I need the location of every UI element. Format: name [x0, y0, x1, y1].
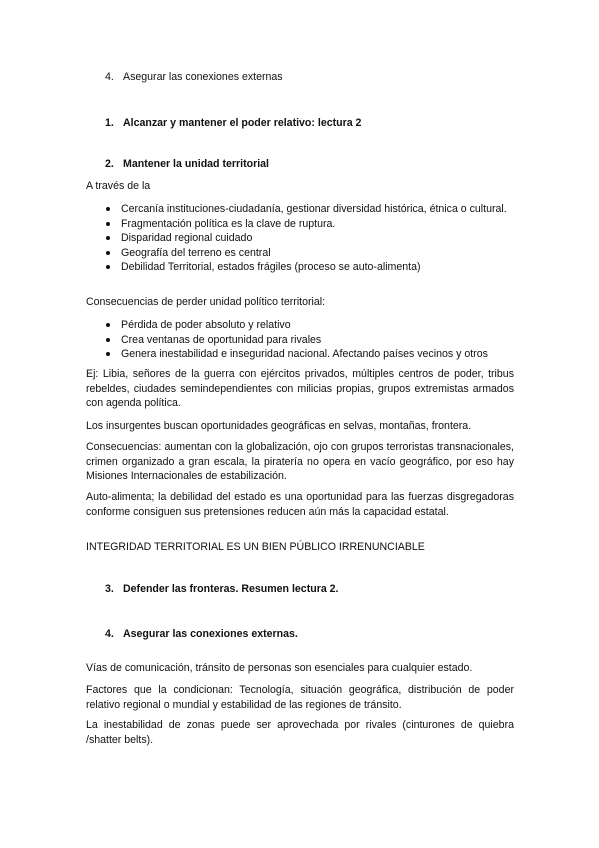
list-number: 4. — [105, 71, 114, 83]
section-heading-4 — [105, 627, 298, 642]
paragraph-ejemplo: Ej: Libia, señores de la guerra con ejércitos privados, múltiples centros de poder, tribus rebeldes, ciudades semindependientes con milicias propias, grupos extremistas armados con agenda política. — [86, 368, 514, 410]
bullet-item: Disparidad regional cuidado — [105, 231, 515, 246]
paragraph-insurgentes: Los insurgentes buscan oportunidades geográficas en selvas, montañas, frontera. — [86, 420, 472, 432]
section-heading-1 — [105, 116, 361, 131]
bullet-list-unidad — [105, 202, 515, 275]
bullet-item: Genera inestabilidad e inseguridad nacional. Afectando países vecinos y otros — [105, 347, 515, 362]
bullet-item: Debilidad Territorial, estados frágiles (proceso se auto-alimenta) — [105, 260, 515, 275]
section-heading-3 — [105, 582, 339, 597]
bullet-item: Fragmentación política es la clave de ruptura. — [105, 217, 515, 232]
heading-text: Mantener la unidad territorial — [123, 158, 269, 170]
bullet-item: Crea ventanas de oportunidad para rivales — [105, 333, 515, 348]
bullet-list-consecuencias — [105, 318, 515, 362]
paragraph-vias: Vías de comunicación, tránsito de personas son esenciales para cualquier estado. — [86, 662, 473, 674]
heading-text: Defender las fronteras. Resumen lectura 2. — [123, 583, 339, 595]
section-heading-2 — [105, 157, 269, 172]
heading-number: 3. — [105, 583, 114, 595]
bullet-item: Cercanía instituciones-ciudadanía, gestionar diversidad histórica, étnica o cultural. — [105, 202, 515, 217]
list-item-asegurar-top — [105, 70, 283, 85]
paragraph-a-traves: A través de la — [86, 180, 151, 192]
heading-number: 4. — [105, 628, 114, 640]
bullet-item: Geografía del terreno es central — [105, 246, 515, 261]
paragraph-consecuencias: Consecuencias: aumentan con la globalización, ojo con grupos terroristas transnacionales, crimen organizado a gran escala, la piratería no opera en vacío geográfico, por eso hay Misiones Internacionales de estabilización. — [86, 441, 514, 483]
list-item-text: Asegurar las conexiones externas — [123, 71, 283, 83]
paragraph-factores: Factores que la condicionan: Tecnología, situación geográfica, distribución de poder relativo regional o mundial y estabilidad de las regiones de tránsito. — [86, 684, 514, 711]
heading-text: Asegurar las conexiones externas. — [123, 628, 298, 640]
heading-number: 2. — [105, 158, 114, 170]
paragraph-consecuencias-intro: Consecuencias de perder unidad político territorial: — [86, 296, 326, 308]
paragraph-inestabilidad: La inestabilidad de zonas puede ser aprovechada por rivales (cinturones de quiebra /shatter belts). — [86, 719, 514, 746]
bullet-item: Pérdida de poder absoluto y relativo — [105, 318, 515, 333]
paragraph-integridad: INTEGRIDAD TERRITORIAL ES UN BIEN PÚBLICO IRRENUNCIABLE — [86, 541, 425, 553]
paragraph-autoalimenta: Auto-alimenta; la debilidad del estado es una oportunidad para las fuerzas disgregadoras conforme consiguen sus pretensiones reducen aún más la capacidad estatal. — [86, 491, 514, 518]
heading-text: Alcanzar y mantener el poder relativo: lectura 2 — [123, 117, 362, 129]
heading-number: 1. — [105, 117, 114, 129]
